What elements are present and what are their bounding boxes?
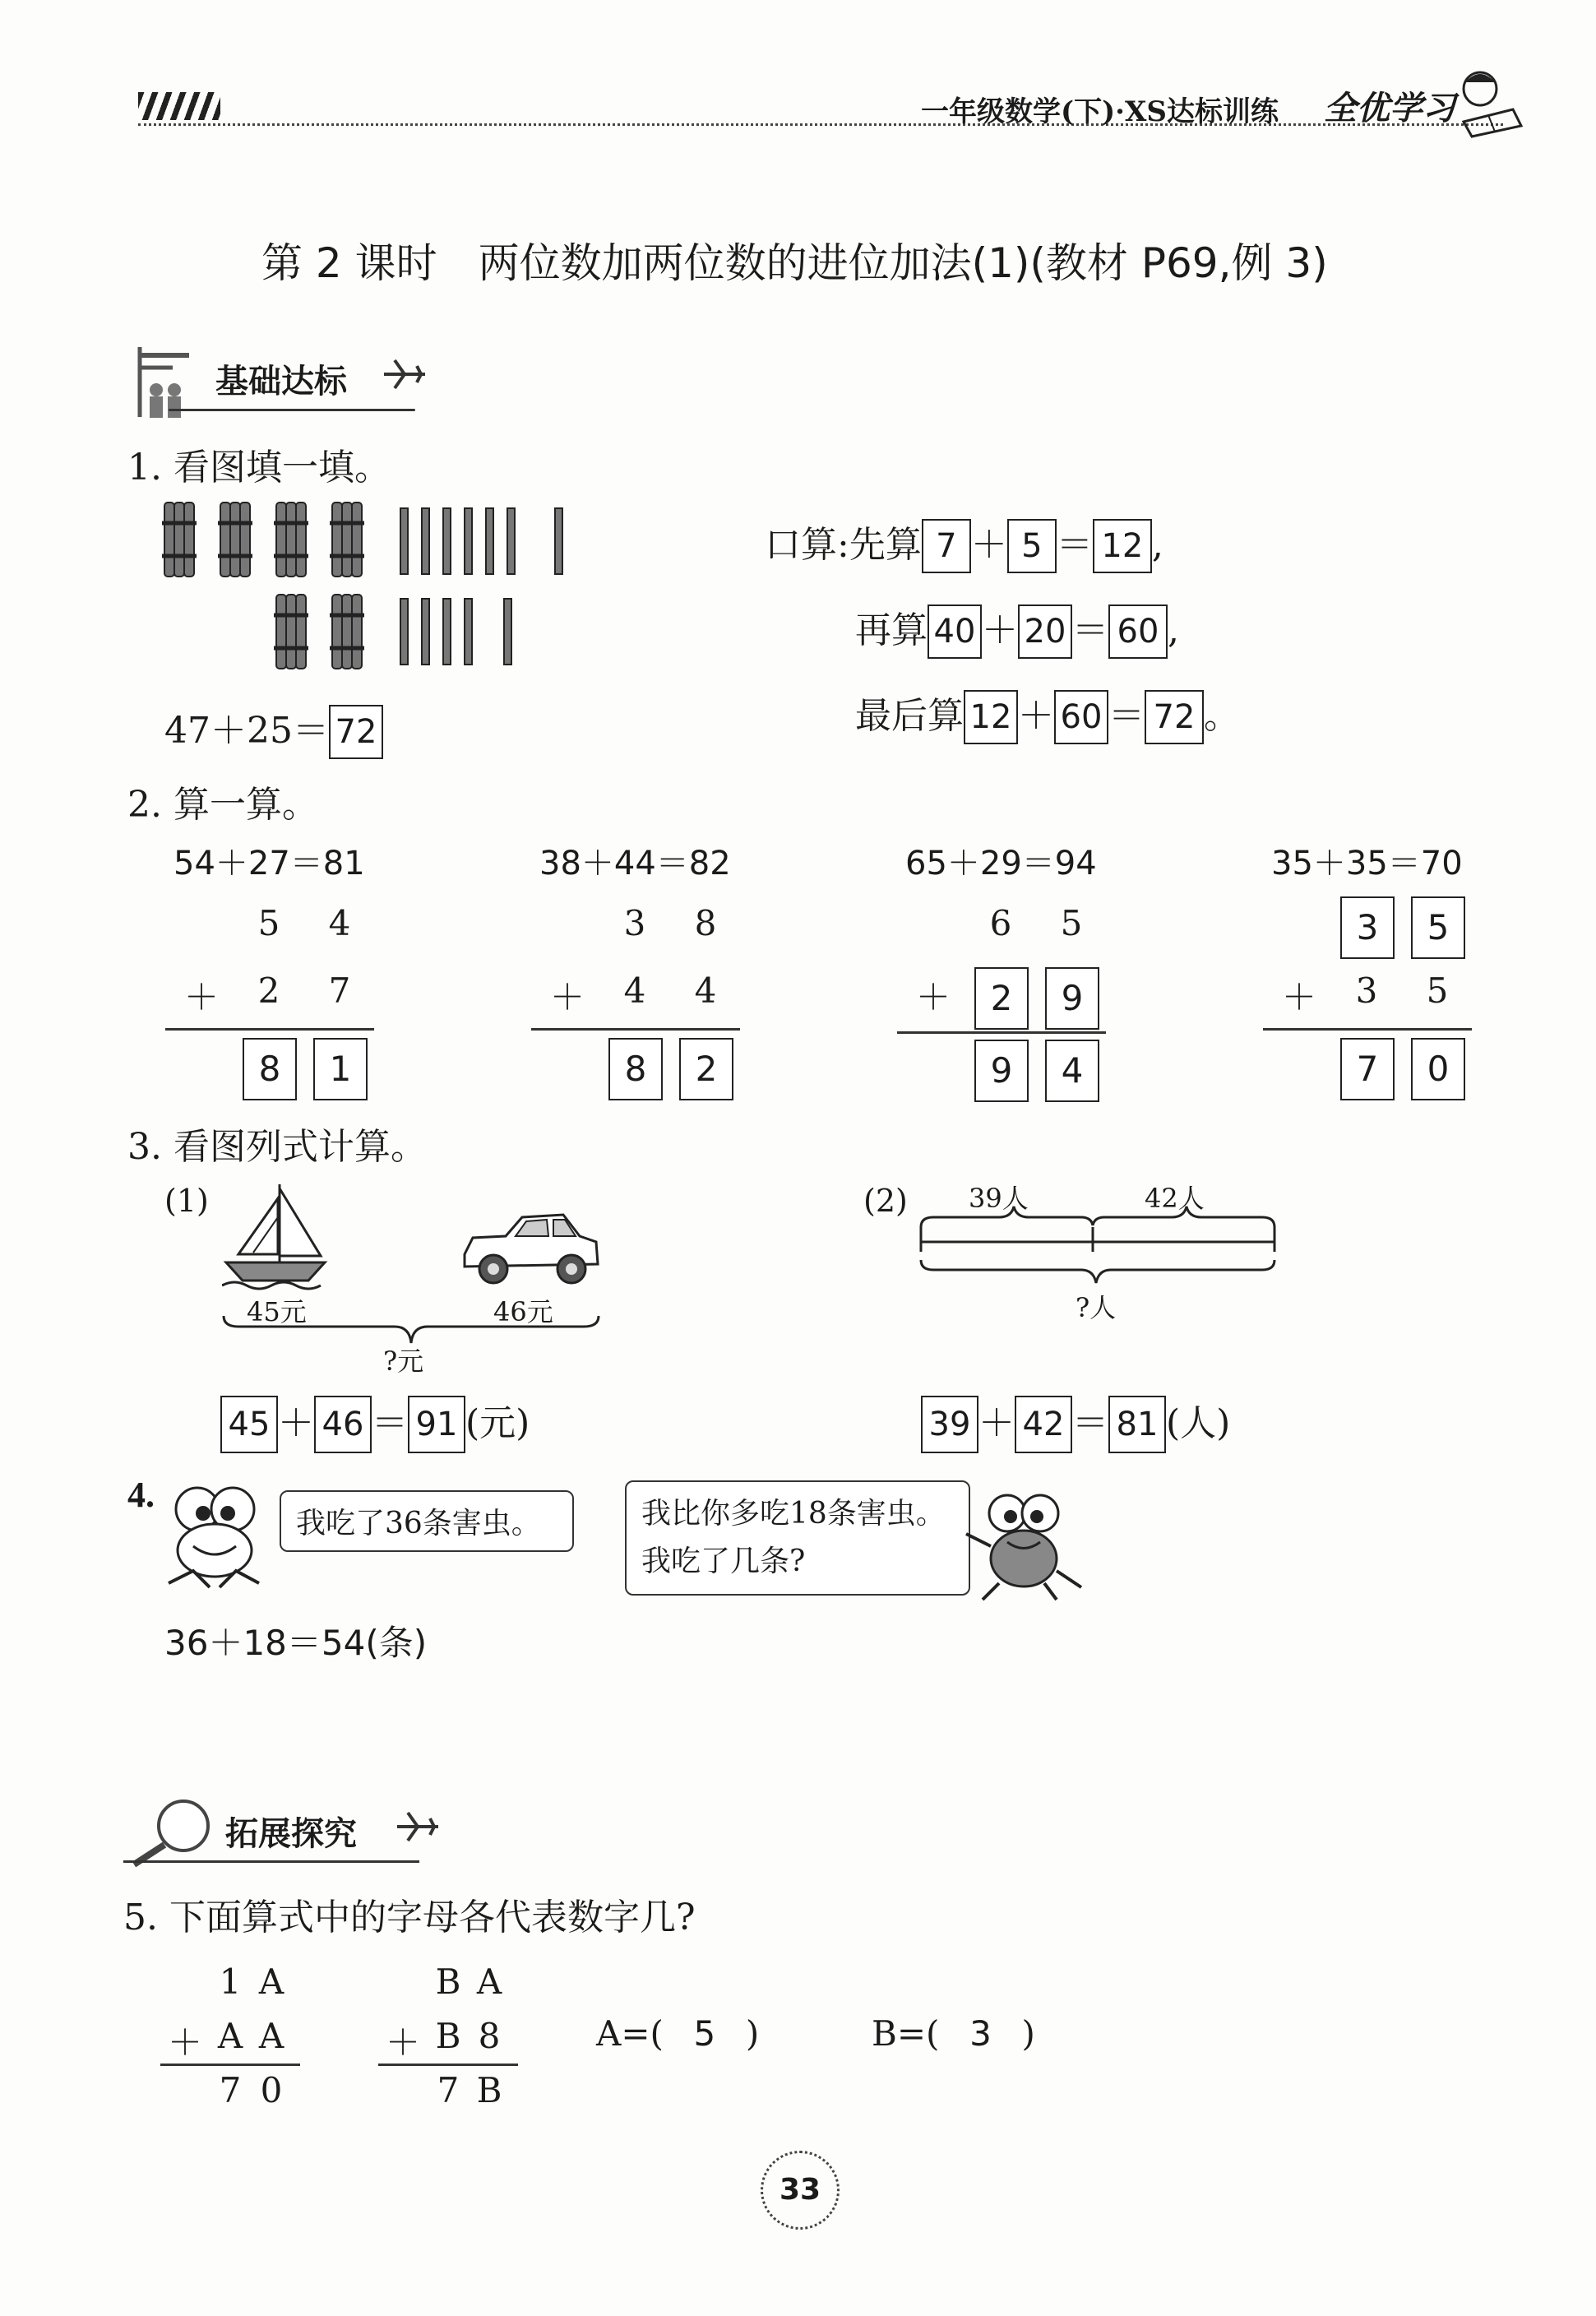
q5-c2-add-tens: B	[435, 2016, 461, 2056]
q2-problem-2-equation: 38＋44＝82	[539, 845, 731, 882]
q2-p1-top-ones: 4	[328, 903, 351, 943]
q2-p1-res-ones[interactable]: 1	[313, 1038, 368, 1100]
frog-right-speech-bubble	[625, 1480, 970, 1596]
q3-p1-c[interactable]: 91	[408, 1396, 465, 1453]
q2-p2-top-tens: 3	[623, 903, 646, 943]
q2-problem-2	[526, 831, 756, 1102]
q2-p1-plus: ＋	[183, 977, 219, 1017]
q5-c1-top-tens: 1	[219, 1962, 242, 2002]
frog-right-line1: 我比你多吃18条害虫。	[641, 1497, 946, 1531]
q3-p1-equation: 45 ＋ 46 ＝ 91 (元)	[220, 1393, 530, 1453]
q1-step2-a[interactable]: 40	[928, 604, 982, 659]
q5-c1-top-ones: A	[258, 1962, 285, 2002]
q3-prompt: 3. 看图列式计算。	[127, 1126, 427, 1168]
q2-p4-add-ones: 5	[1426, 970, 1449, 1011]
q1-last-label: 最后算	[855, 695, 964, 737]
q1-step1: 口算:先算 7 ＋ 5 ＝ 12 ,	[765, 515, 1163, 573]
q5-c2-res-ones: B	[476, 2070, 502, 2110]
q2-p3-res-tens[interactable]: 9	[974, 1040, 1029, 1102]
q3-p1-boat-price: 45元	[247, 1296, 307, 1327]
q2-problem-4	[1258, 831, 1488, 1102]
q2-p1-res-tens[interactable]: 8	[243, 1038, 297, 1100]
plane-icon-2	[393, 1806, 442, 1847]
q2-p2-plus: ＋	[549, 977, 585, 1017]
q1-bundles-figure	[160, 498, 588, 671]
q5-calc-2	[378, 1962, 526, 2118]
q2-p2-res-ones[interactable]: 2	[679, 1038, 733, 1100]
sailboat-icon	[222, 1180, 329, 1291]
page-number: 33	[779, 2173, 821, 2207]
student-reading-icon	[1447, 64, 1529, 138]
q5-b-close: )	[1021, 2013, 1035, 2054]
q5-b-label: B=(	[872, 2013, 940, 2054]
q3-p1-total: ?元	[383, 1346, 424, 1377]
q2-problem-1	[160, 831, 391, 1102]
q2-p4-res-ones[interactable]: 0	[1411, 1038, 1465, 1100]
q1-step1-a[interactable]: 7	[922, 519, 971, 573]
q2-p4-top-ones[interactable]: 5	[1411, 896, 1465, 959]
q1-step2-b[interactable]: 20	[1018, 604, 1072, 659]
q3-p2-label: (2)	[863, 1183, 908, 1219]
page-title: 第 2 课时 两位数加两位数的进位加法(1)(教材 P69,例 3)	[261, 239, 1328, 287]
q2-p3-res-ones[interactable]: 4	[1045, 1040, 1099, 1102]
q2-problem-4-equation: 35＋35＝70	[1271, 845, 1463, 882]
q1-prompt: 1. 看图填一填。	[127, 447, 391, 489]
page-number-badge	[761, 2151, 840, 2230]
q2-problem-3	[892, 831, 1122, 1102]
q2-problem-3-equation: 65＋29＝94	[905, 845, 1097, 882]
q5-c2-line	[378, 2064, 518, 2066]
q3-p1-car-price: 46元	[493, 1296, 553, 1327]
q5-a-value[interactable]: 5	[693, 2013, 716, 2054]
plane-icon	[380, 354, 429, 395]
frog-right-icon	[958, 1480, 1089, 1604]
q3-p1-label: (1)	[164, 1183, 209, 1219]
header-dotted-rule	[138, 123, 1503, 126]
q5-c2-add-ones: 8	[478, 2016, 501, 2056]
q2-p3-add-tens[interactable]: 2	[974, 967, 1029, 1030]
q1-step2: 再算 40 ＋ 20 ＝ 60 ,	[855, 600, 1179, 659]
header-stripes	[138, 92, 220, 120]
q2-p1-top-tens: 5	[257, 903, 280, 943]
q2-p4-plus: ＋	[1281, 977, 1316, 1017]
section-basic-underline	[169, 409, 415, 411]
car-icon	[456, 1205, 604, 1295]
q3-p1-a[interactable]: 45	[220, 1396, 278, 1453]
q2-p3-plus: ＋	[915, 977, 951, 1017]
q1-oral-label: 口算:先算	[765, 524, 922, 566]
q3-p2-unit: (人)	[1166, 1402, 1231, 1444]
q3-p1-b[interactable]: 46	[314, 1396, 372, 1453]
q1-step3: 最后算 12 ＋ 60 ＝ 72 。	[855, 686, 1240, 744]
q1-equation-left: 47＋25＝	[164, 710, 329, 752]
q2-p2-line	[531, 1028, 740, 1031]
q5-b-value[interactable]: 3	[969, 2013, 992, 2054]
q2-p2-add-ones: 4	[694, 970, 717, 1011]
header-book-title: 一年级数学(下)·XS达标训练	[921, 95, 1279, 128]
q1-step3-a[interactable]: 12	[964, 690, 1018, 744]
q5-prompt: 5. 下面算式中的字母各代表数字几?	[123, 1897, 696, 1938]
q3-p2-right: 42人	[1145, 1183, 1205, 1214]
frog-left-speech-bubble: 我吃了36条害虫。	[280, 1490, 574, 1552]
q2-p3-top-ones: 5	[1060, 903, 1083, 943]
q5-answer-a	[596, 2013, 759, 2054]
q4-number	[127, 1474, 155, 1516]
q1-step1-c[interactable]: 12	[1093, 519, 1152, 573]
q3-p2-total: ?人	[1076, 1292, 1117, 1323]
q2-p4-line	[1263, 1028, 1472, 1031]
q2-prompt: 2. 算一算。	[127, 784, 318, 826]
q3-p2-a[interactable]: 39	[921, 1396, 978, 1453]
q1-step1-b[interactable]: 5	[1007, 519, 1057, 573]
q2-p2-top-ones: 8	[694, 903, 717, 943]
q1-step3-b[interactable]: 60	[1054, 690, 1108, 744]
q2-p1-add-ones: 7	[328, 970, 351, 1011]
q1-step3-c[interactable]: 72	[1145, 690, 1204, 744]
q4-answer: 36＋18＝54(条)	[164, 1623, 428, 1663]
q2-p2-add-tens: 4	[623, 970, 646, 1011]
q2-p4-top-tens[interactable]: 3	[1340, 896, 1395, 959]
q2-p1-add-tens: 2	[257, 970, 280, 1011]
q5-c1-line	[160, 2064, 300, 2066]
header-brand: 全优学习	[1324, 89, 1455, 127]
q2-p3-add-ones[interactable]: 9	[1045, 967, 1099, 1030]
section-extend-title: 拓展探究	[225, 1815, 357, 1853]
q2-p2-res-tens[interactable]: 8	[608, 1038, 663, 1100]
q5-c2-res-tens: 7	[437, 2070, 460, 2110]
q1-step2-c[interactable]: 60	[1108, 604, 1168, 659]
q5-c1-res-ones: 0	[260, 2070, 283, 2110]
q4-number-text: 4.	[127, 1475, 155, 1515]
q5-a-close: )	[745, 2013, 760, 2054]
q1-equation	[164, 701, 383, 759]
q3-p2-left: 39人	[969, 1183, 1029, 1214]
frog-left-icon	[160, 1480, 267, 1596]
q5-c1-res-tens: 7	[219, 2070, 242, 2110]
frog-right-line2: 我吃了几条?	[641, 1545, 806, 1578]
q2-p3-line	[897, 1031, 1106, 1034]
q5-c2-plus: ＋	[385, 2022, 420, 2063]
q3-p2-c[interactable]: 81	[1108, 1396, 1166, 1453]
q5-answer-b	[872, 2013, 1035, 2054]
q1-then-label: 再算	[855, 609, 928, 651]
q5-c1-add-ones: A	[258, 2016, 285, 2056]
q5-calc-1	[160, 1962, 308, 2118]
q2-problem-1-equation: 54＋27＝81	[173, 845, 365, 882]
q5-c1-plus: ＋	[167, 2022, 202, 2063]
q5-a-label: A=(	[596, 2013, 664, 2054]
q3-p2-equation: 39 ＋ 42 ＝ 81 (人)	[921, 1393, 1230, 1453]
q5-c2-top-ones: A	[476, 1962, 502, 2002]
q2-p3-top-tens: 6	[989, 903, 1012, 943]
q2-p1-line	[165, 1028, 374, 1031]
q5-c2-top-tens: B	[435, 1962, 461, 2002]
section-extend-underline	[123, 1860, 419, 1863]
q2-p4-add-tens: 3	[1355, 970, 1378, 1011]
q2-p4-res-tens[interactable]: 7	[1340, 1038, 1395, 1100]
section-basic-title: 基础达标	[215, 363, 347, 401]
q3-p1-unit: (元)	[465, 1402, 530, 1444]
q1-answer-box[interactable]: 72	[329, 705, 383, 759]
q3-p2-b[interactable]: 42	[1015, 1396, 1072, 1453]
q5-c1-add-tens: A	[217, 2016, 243, 2056]
